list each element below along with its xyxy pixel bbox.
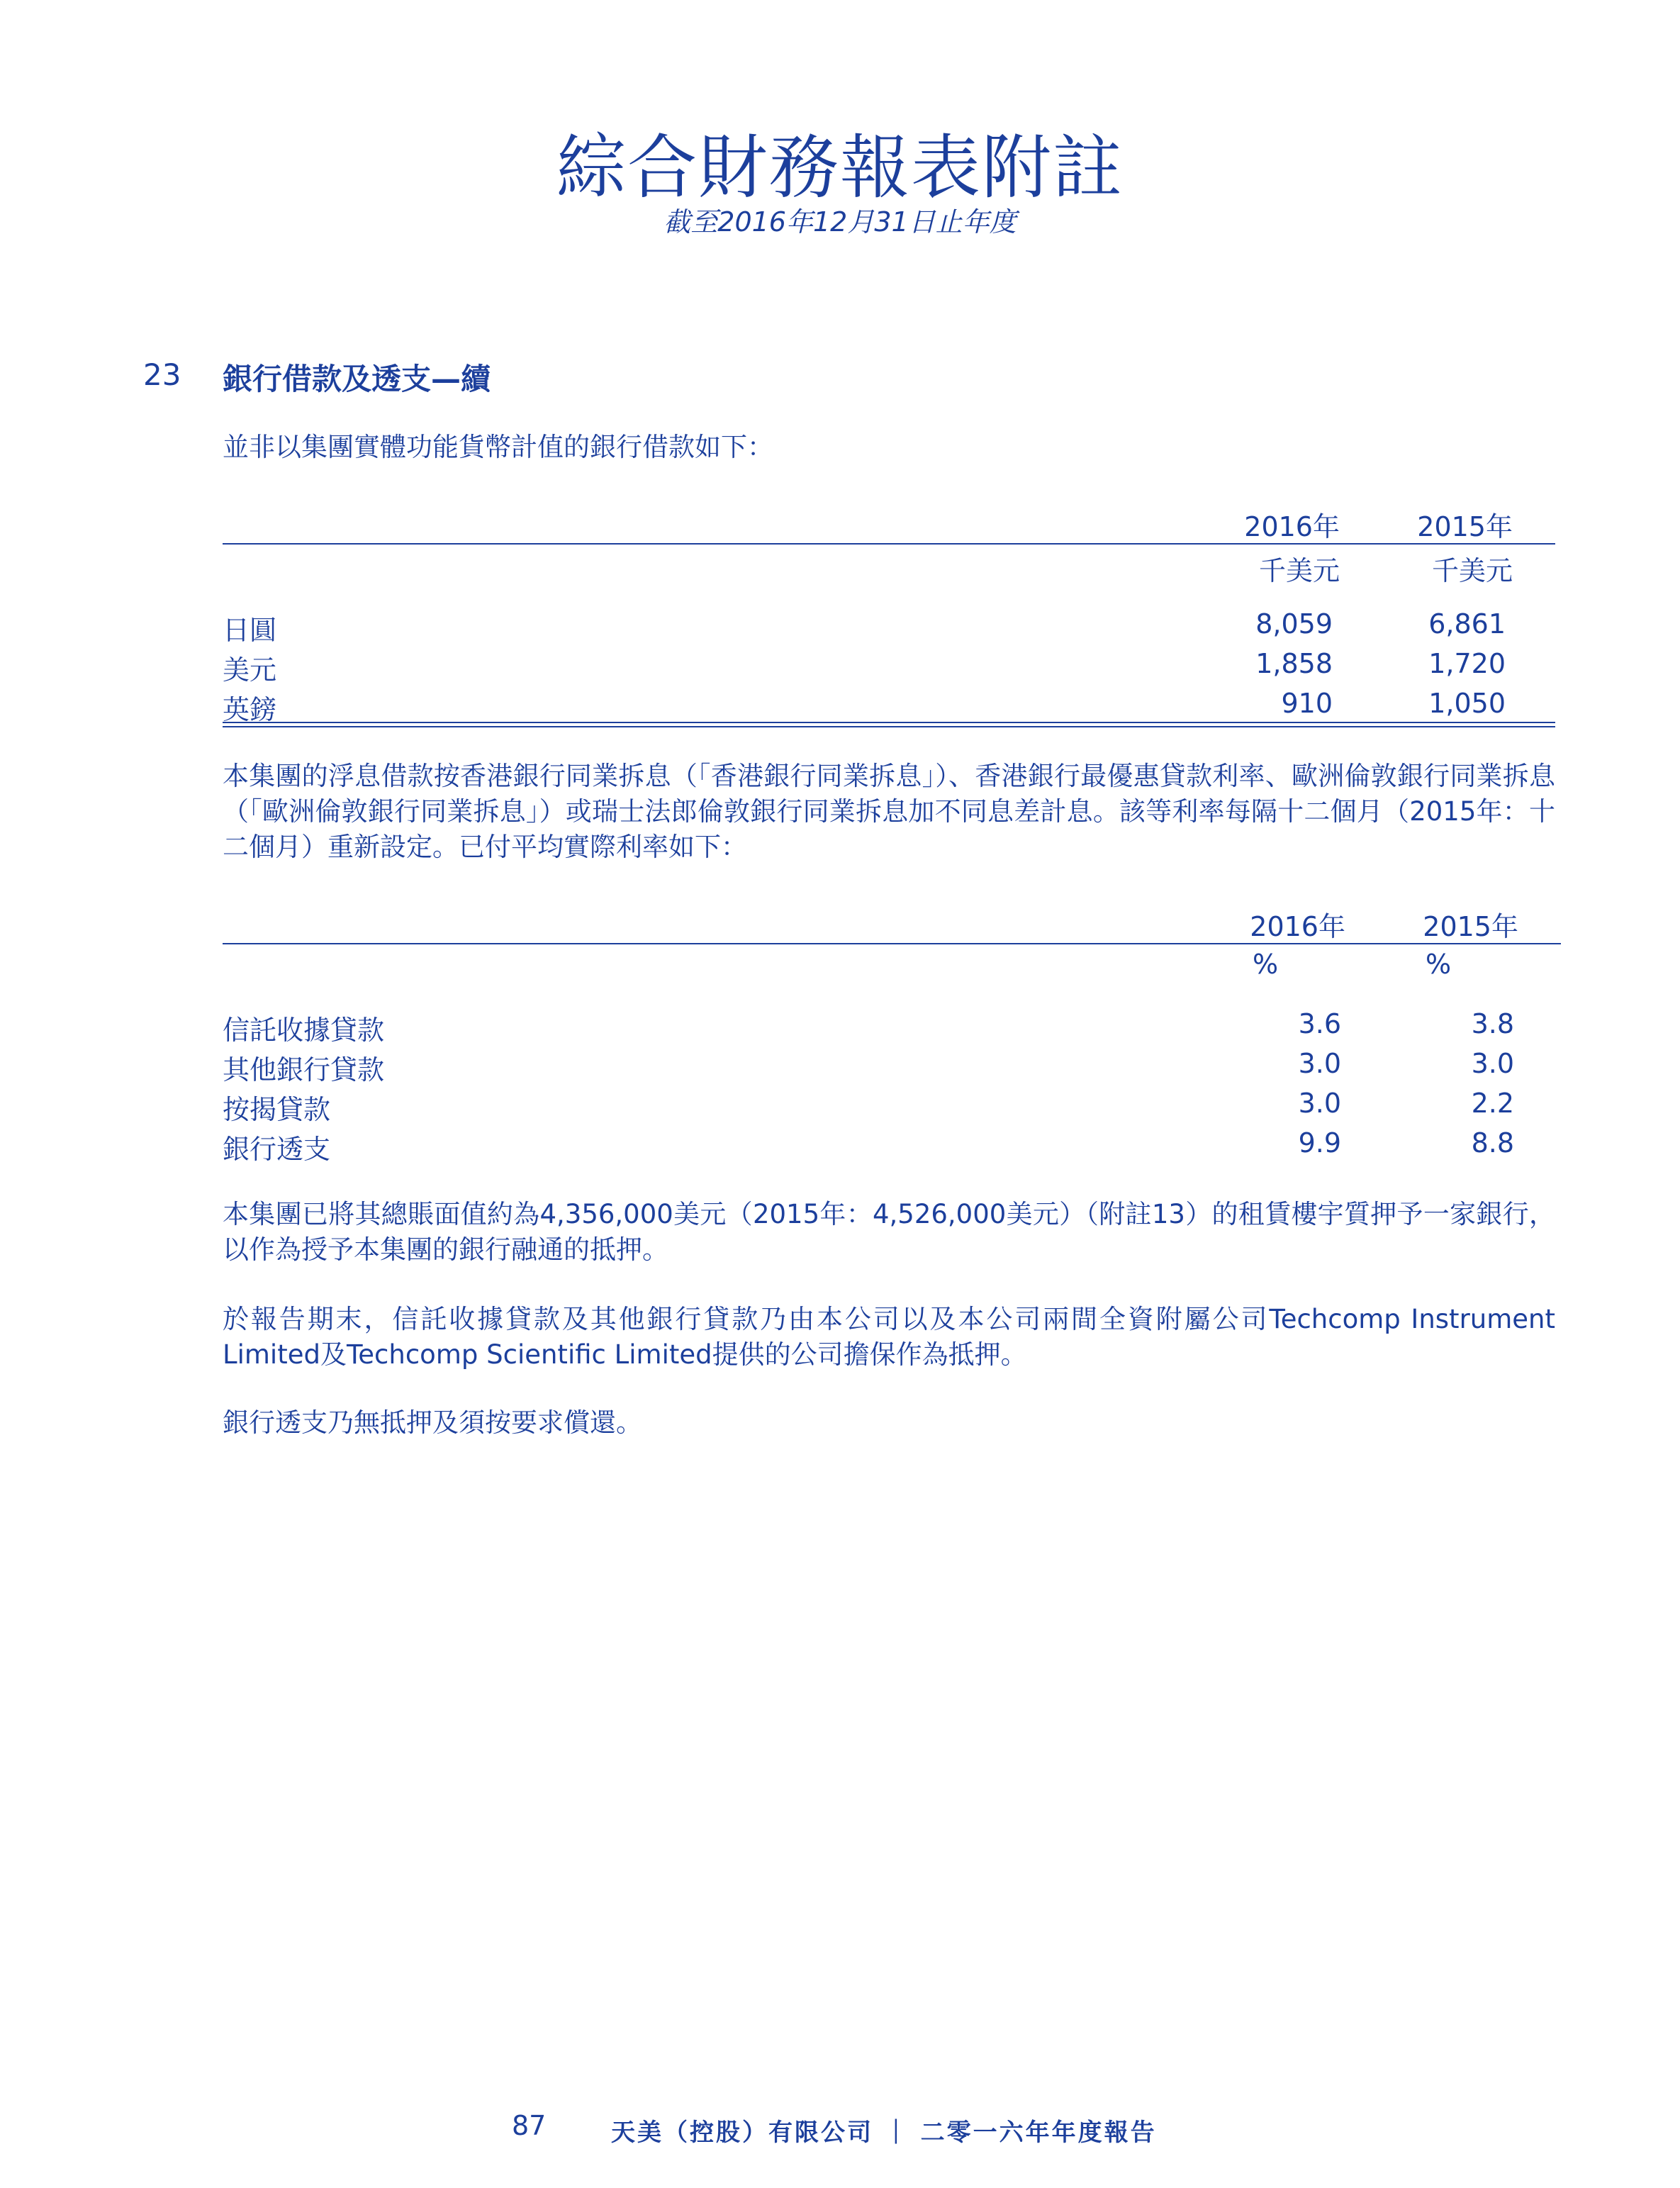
- value-2015: 6,861: [1428, 608, 1506, 640]
- section-title: 銀行借款及透支—續: [223, 362, 491, 396]
- col-unit-2015: 千美元: [1431, 555, 1513, 586]
- col-header-2015: 2015年: [1423, 911, 1518, 942]
- value-2016: 3.0: [1298, 1088, 1341, 1119]
- value-2016: 910: [1281, 688, 1333, 719]
- row-label: 信託收據貸款: [223, 1015, 385, 1046]
- row-label: 英鎊: [223, 694, 277, 725]
- footer-company-report: 天美（控股）有限公司 ｜ 二零一六年年度報告: [611, 2119, 1157, 2147]
- page-title: 綜合財務報表附註: [556, 128, 1124, 208]
- pledge-paragraph: 本集團已將其總賬面值約為4,356,000美元（2015年：4,526,000美元）（附註13）的租賃樓宇質押予一家銀行，以作為授予本集團的銀行融通的抵押。: [223, 1199, 1555, 1265]
- value-2016: 9.9: [1298, 1127, 1341, 1159]
- overdraft-paragraph: 銀行透支乃無抵押及須按要求償還。: [223, 1407, 642, 1438]
- value-2015: 1,720: [1428, 648, 1506, 679]
- row-label: 銀行透支: [223, 1134, 331, 1165]
- row-label: 其他銀行貸款: [223, 1054, 385, 1085]
- table-header-rule: [223, 543, 1555, 545]
- value-2015: 3.8: [1471, 1008, 1514, 1039]
- table-total-double-rule: [223, 722, 1555, 727]
- value-2015: 2.2: [1471, 1088, 1514, 1119]
- col-unit-2015: %: [1425, 949, 1452, 980]
- section-number: 23: [143, 357, 181, 392]
- col-unit-2016: %: [1252, 949, 1279, 980]
- page-subtitle: 截至2016年12月31日止年度: [663, 206, 1017, 238]
- col-header-2016: 2016年: [1244, 511, 1340, 542]
- col-header-2016: 2016年: [1250, 911, 1345, 942]
- row-label: 美元: [223, 654, 277, 686]
- page-number: 87: [512, 2110, 547, 2141]
- col-unit-2016: 千美元: [1258, 555, 1340, 586]
- intro-paragraph: 並非以集團實體功能貨幣計值的銀行借款如下：: [223, 432, 773, 462]
- value-2016: 3.0: [1298, 1048, 1341, 1079]
- value-2016: 8,059: [1255, 608, 1333, 640]
- value-2015: 3.0: [1471, 1048, 1514, 1079]
- value-2016: 1,858: [1255, 648, 1333, 679]
- value-2015: 1,050: [1428, 688, 1506, 719]
- row-label: 日圓: [223, 615, 277, 646]
- value-2016: 3.6: [1298, 1008, 1341, 1039]
- row-label: 按揭貸款: [223, 1094, 331, 1125]
- floating-rate-paragraph: 本集團的浮息借款按香港銀行同業拆息（「香港銀行同業拆息」）、香港銀行最優惠貸款利率、歐洲倫敦銀行同業拆息（「歐洲倫敦銀行同業拆息」）或瑞士法郎倫敦銀行同業拆息加不同息差計息。該等利率每隔十二個月（2015年：十二個月）重新設定。已付平均實際利率如下：: [223, 761, 1555, 862]
- value-2015: 8.8: [1471, 1127, 1514, 1159]
- guarantee-paragraph: 於報告期末，信託收據貸款及其他銀行貸款乃由本公司以及本公司兩間全資附屬公司Techcomp Instrument Limited及Techcomp Scientific Limited提供的公司擔保作為抵押。: [223, 1304, 1555, 1370]
- table-header-rule: [223, 943, 1561, 944]
- col-header-2015: 2015年: [1417, 511, 1513, 542]
